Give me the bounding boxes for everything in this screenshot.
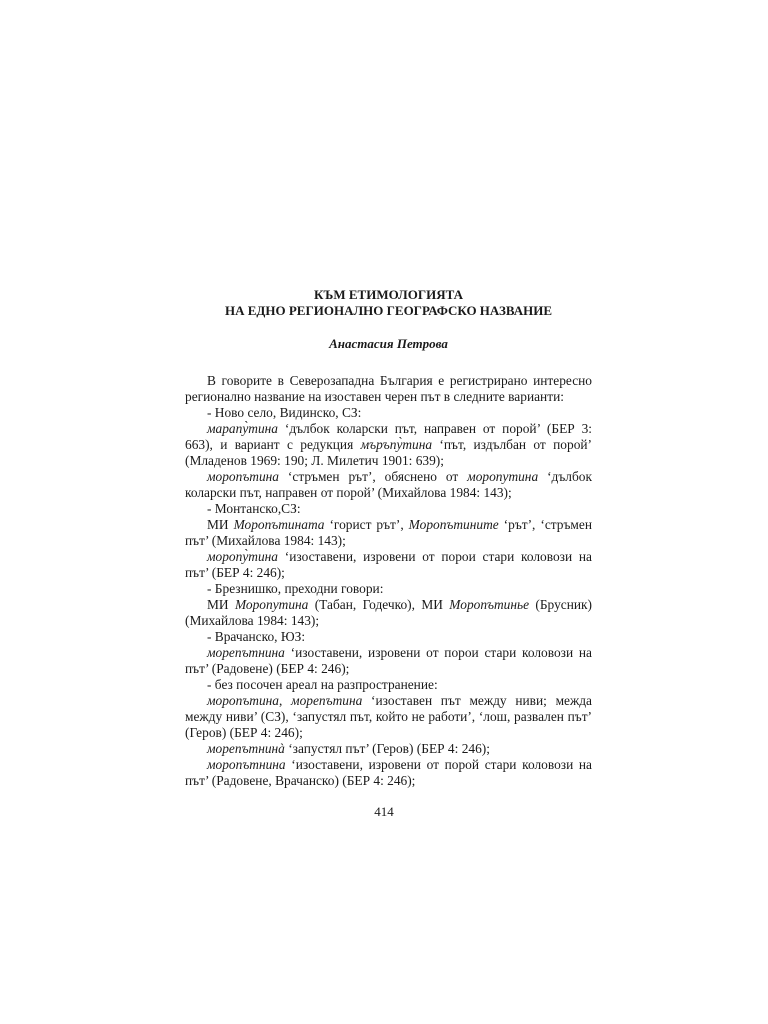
entry-definition bbox=[185, 549, 592, 581]
term: морепътина bbox=[291, 693, 363, 708]
gloss: ‘дълбок коларски път, направен от порой’ (Михайлова 1984: 143); bbox=[185, 469, 592, 500]
gloss: (Брусник) (Михайлова 1984: 143); bbox=[185, 597, 592, 628]
gloss: ‘рът’, ‘стръмен път’ (Михайлова 1984: 143); bbox=[185, 517, 592, 548]
gloss: МИ bbox=[207, 597, 235, 612]
gloss: , bbox=[278, 693, 292, 708]
entry-region: - Врачанско, ЮЗ: bbox=[207, 629, 306, 644]
entry-region: - Монтанско,СЗ: bbox=[207, 501, 301, 516]
entry-definition bbox=[185, 757, 592, 789]
article-title bbox=[185, 287, 592, 319]
gloss: ‘горист рът’, bbox=[324, 517, 409, 532]
term: моропътина bbox=[207, 693, 279, 708]
term: моропътнина bbox=[207, 757, 286, 772]
gloss: ‘изоставен път между ниви; межда между ниви’ (СЗ), ‘запустял път, който не работи’, ‘лош, развален път’ (Геров) (БЕР 4: 246); bbox=[185, 693, 592, 740]
gloss: ‘изоставени, изровени от порои стари коловози на път’ (БЕР 4: 246); bbox=[185, 549, 592, 580]
entry-region: - без посочен ареал на разпространение: bbox=[207, 677, 438, 692]
gloss: ‘изоставени, изровени от порои стари коловози на път’ (Радовене) (БЕР 4: 246); bbox=[185, 645, 592, 676]
entry-definition bbox=[185, 469, 592, 501]
term: Моропътините bbox=[408, 517, 499, 532]
gloss: ‘дълбок коларски път, направен от порой’ (БЕР 3: 663), и вариант с редукция bbox=[185, 421, 592, 452]
gloss: ‘запустял път’ (Геров) (БЕР 4: 246); bbox=[284, 741, 490, 756]
entry-definition bbox=[185, 693, 592, 741]
entry-definition bbox=[185, 741, 592, 757]
gloss: ‘изоставени, изровени от порой стари коловози на път’ (Радовене, Врачанско) (БЕР 4: 246); bbox=[185, 757, 592, 788]
article-body bbox=[185, 373, 592, 789]
gloss: МИ bbox=[207, 517, 234, 532]
author-name: Анастасия Петрова bbox=[329, 336, 448, 351]
term: Моропутина bbox=[234, 597, 309, 612]
title-line-2: НА ЕДНО РЕГИОНАЛНО ГЕОГРАФСКО НАЗВАНИЕ bbox=[225, 303, 552, 318]
term: моропу̀тина bbox=[207, 549, 278, 564]
gloss: ‘стръмен рът’, обяснено от bbox=[278, 469, 468, 484]
term: морепътнина bbox=[207, 645, 285, 660]
term: моропутина bbox=[467, 469, 539, 484]
term: марапу̀тина bbox=[207, 421, 278, 436]
term: моропътина bbox=[207, 469, 279, 484]
gloss: ‘път, издълбан от порой’ (Младенов 1969: 190; Л. Милетич 1901: 639); bbox=[185, 437, 593, 468]
gloss: (Табан, Годечко), МИ bbox=[308, 597, 450, 612]
entry-definition bbox=[185, 421, 592, 469]
entry-definition bbox=[185, 517, 592, 549]
term: мъръпу̀тина bbox=[360, 437, 433, 452]
entry-definition bbox=[185, 645, 592, 677]
page-number: 414 bbox=[374, 804, 394, 819]
title-line-1: КЪМ ЕТИМОЛОГИЯТА bbox=[313, 287, 464, 302]
term: морепътнинà bbox=[207, 741, 285, 756]
entry-definition bbox=[185, 597, 592, 629]
term: Моропътината bbox=[233, 517, 325, 532]
entry-region: - Ново село, Видинско, СЗ: bbox=[207, 405, 362, 420]
term: Моропътинье bbox=[449, 597, 530, 612]
entry-region: - Брезнишко, преходни говори: bbox=[207, 581, 384, 596]
intro-paragraph: В говорите в Северозападна България е регистрирано интересно регионално название на изоставен черен път в следните варианти: bbox=[185, 373, 592, 404]
article bbox=[185, 287, 592, 789]
